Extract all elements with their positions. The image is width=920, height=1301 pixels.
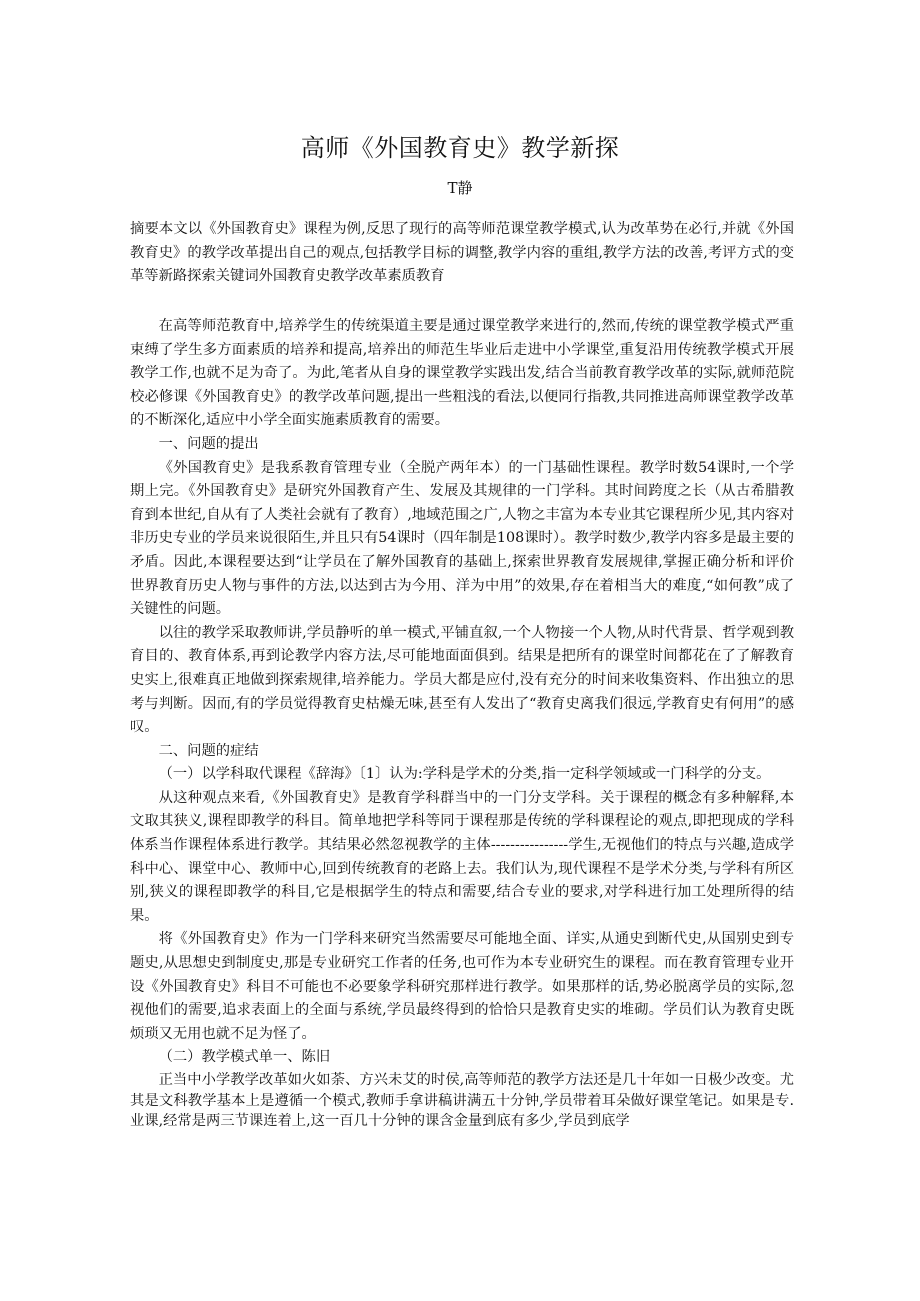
abstract xyxy=(130,218,794,289)
subsection-heading: （二）教学模式单一、陈旧 xyxy=(158,1049,331,1066)
author-name: T静 xyxy=(447,179,473,197)
paragraph: （一）以学科取代课程《辞海》〔1〕认为:学科是学术的分类,指一定科学领域或一门科学的分支。 xyxy=(158,766,771,783)
abstract-text: 摘要本文以《外国教育史》课程为例,反思了现行的高等师范课堂教学模式,认为改革势在必行,并就《外国教育史》的教学改革提出自己的观点,包括教学目标的调整,教学内容的重组,教学方法的改善,考评方式的变革等新路探索关键词外国教育史教学改革素质教育 xyxy=(130,221,794,285)
document-title: 高师《外国教育史》教学新探 xyxy=(300,134,620,162)
paragraph: 正当中小学教学改革如火如荼、方兴未艾的时侯,高等师范的教学方法还是几十年如一日极少改变。尤其是文科教学基本上是遵循一个模式,教师手拿讲稿讲满五十分钟,学员带着耳朵做好课堂笔记。如果是专.业课,经常是两三节课连着上,这一百几十分钟的课含金量到底有多少,学员到底学 xyxy=(130,1072,794,1129)
section-heading: 一、问题的提出 xyxy=(158,435,259,452)
paragraph: 将《外国教育史》作为一门学科来研究当然需要尽可能地全面、详实,从通史到断代史,从国别史到专题史,从思想史到制度史,那是专业研究工作者的任务,也可作为本专业研究生的课程。而在教育管理专业开设《外国教育史》科目不可能也不必要象学科研究那样进行教学。如果那样的话,势必脱离学员的实际,忽视他们的需要,追求表面上的全面与系统,学员最终得到的恰恰只是教育史实的堆砌。学员们认为教育史既烦琐又无用也就不足为怪了。 xyxy=(130,931,794,1042)
paragraph: 《外国教育史》是我系教育管理专业（全脱产两年本）的一门基础性课程。教学时数54课时,一个学期上完。《外国教育史》是研究外国教育产生、发展及其规律的一门学科。其时间跨度之长（从古希腊教育到本世纪,自从有了人类社会就有了教育）,地域范围之广,人物之丰富为本专业其它课程所少见,其内容对非历史专业的学员来说很陌生,并且只有54课时（四年制是108课时）。教学时数少,教学内容多是最主要的矛盾。因此,本课程要达到“让学员在了解外国教育的基础上,探索世界教育发展规律,掌握正确分析和评价世界教育历史人物与事件的方法,以达到古为今用、洋为中用”的效果,存在着相当大的难度,“如何教”成了关键性的问题。 xyxy=(130,459,794,618)
paragraph: 以往的教学采取教师讲,学员静听的单一模式,平铺直叙,一个人物接一个人物,从时代背景、哲学观到教育目的、教育体系,再到论教学内容方法,尽可能地面面俱到。结果是把所有的课堂时间都花在了了解教育史实上,很难真正地做到探索规律,培养能力。学员大都是应付,没有充分的时间来收集资料、作出独立的思考与判断。因而,有的学员觉得教育史枯燥无味,甚至有人发出了“教育史离我们很远,学教育史有何用”的感叹。 xyxy=(130,624,794,736)
paragraph: 从这种观点来看,《外国教育史》是教育学科群当中的一门分支学科。关于课程的概念有多种解释,本文取其狭义,课程即教学的科目。简单地把学科等同于课程那是传统的学科课程论的观点,即把现成的学科体系当作课程体系进行教学。其结果必然忽视教学的主体----------------学生,无视他们的特点与兴趣,造成学科中心、课堂中心、教师中心,回到传统教育的老路上去。我们认为,现代课程不是学术分类,与学科有所区别,狭义的课程即教学的科目,它是根据学生的特点和需要,结合专业的要求,对学科进行加工处理所得的结果。 xyxy=(130,789,794,924)
section-heading: 二、问题的症结 xyxy=(158,742,259,759)
body-text xyxy=(130,315,794,1132)
paragraph: 在高等师范教育中,培养学生的传统渠道主要是通过课堂教学来进行的,然而,传统的课堂教学模式严重束缚了学生多方面素质的培养和提高,培养出的师范生毕业后走进中小学课堂,重复沿用传统教学模式开展教学工作,也就不足为奇了。为此,笔者从自身的课堂教学实践出发,结合当前教育教学改革的实际,就师范院校必修课《外国教育史》的教学改革问题,提出一些粗浅的看法,以便同行指教,共同推进高师课堂教学改革的不断深化,适应中小学全面实施素质教育的需要。 xyxy=(130,318,794,429)
